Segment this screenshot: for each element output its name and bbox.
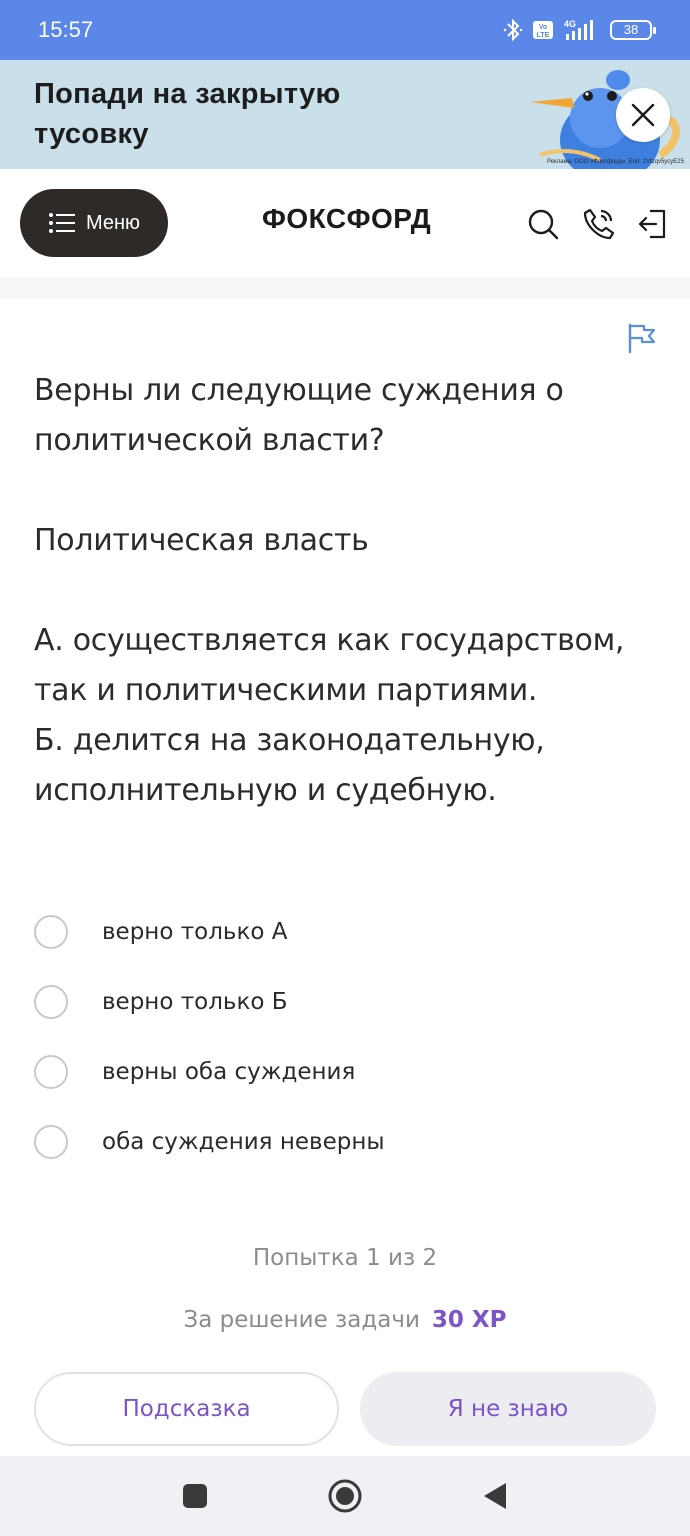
dont-know-button[interactable]: Я не знаю xyxy=(360,1372,656,1446)
header-divider xyxy=(0,277,690,299)
answer-option[interactable] xyxy=(34,1107,654,1177)
back-button[interactable] xyxy=(475,1476,515,1516)
radio-button[interactable] xyxy=(34,915,68,949)
square-icon xyxy=(182,1483,208,1509)
status-bar xyxy=(0,0,690,60)
signal-icon xyxy=(562,18,602,42)
recent-apps-button[interactable] xyxy=(175,1476,215,1516)
search-icon[interactable] xyxy=(526,207,560,241)
promo-banner[interactable] xyxy=(0,60,690,169)
reward-xp: 30 XP xyxy=(431,1307,507,1333)
radio-button[interactable] xyxy=(34,985,68,1019)
close-icon xyxy=(630,102,656,128)
answer-options xyxy=(34,897,654,1177)
answer-option[interactable] xyxy=(34,897,654,967)
svg-text:Vo: Vo xyxy=(538,24,548,31)
radio-button[interactable] xyxy=(34,1125,68,1159)
bluetooth-icon xyxy=(502,18,524,42)
phone-icon[interactable] xyxy=(581,207,615,241)
option-label: верно только Б xyxy=(102,989,288,1015)
menu-icon xyxy=(48,212,76,234)
banner-legal-note: Реклама. ООО «Фоксфорд». Erid: 2Vtzqv5ycyE25 xyxy=(546,159,684,165)
battery-indicator: 38 xyxy=(610,20,652,40)
status-time: 15:57 xyxy=(38,17,94,42)
attempt-counter: Попытка 1 из 2 xyxy=(252,1245,438,1271)
statement-b: Б. делится на законодательную, исполнительную и судебную. xyxy=(34,723,545,808)
home-button[interactable] xyxy=(325,1476,365,1516)
back-triangle-icon xyxy=(482,1481,508,1511)
home-circle-icon xyxy=(327,1478,363,1514)
menu-button[interactable] xyxy=(20,189,168,257)
reward-text: За решение задачи xyxy=(183,1307,420,1333)
report-flag-icon[interactable] xyxy=(626,322,658,354)
foxford-logo[interactable]: ФОКСФОРД xyxy=(262,203,432,234)
svg-text:LTE: LTE xyxy=(536,32,550,39)
answer-option[interactable] xyxy=(34,967,654,1037)
option-label: верны оба суждения xyxy=(102,1059,356,1085)
login-icon[interactable] xyxy=(636,207,670,241)
statement-a: А. осуществляется как государством, так и политическими партиями. xyxy=(34,623,625,708)
network-type-label: 4G xyxy=(564,19,577,29)
banner-close-button[interactable] xyxy=(616,88,670,142)
question-text xyxy=(34,366,664,816)
option-label: верно только А xyxy=(102,919,288,945)
question-intro: Верны ли следующие суждения о политической власти? xyxy=(34,373,564,458)
reward-info xyxy=(0,1307,690,1333)
status-icons xyxy=(502,18,652,42)
hint-button[interactable]: Подсказка xyxy=(34,1372,339,1446)
option-label: оба суждения неверны xyxy=(102,1129,385,1155)
question-subject: Политическая власть xyxy=(34,523,369,558)
answer-option[interactable] xyxy=(34,1037,654,1107)
menu-label: Меню xyxy=(85,211,141,234)
radio-button[interactable] xyxy=(34,1055,68,1089)
banner-title: Попади на закрытую тусовку xyxy=(34,78,341,150)
site-header xyxy=(0,169,690,277)
volte-icon xyxy=(532,20,554,40)
system-nav-bar xyxy=(0,1456,690,1536)
